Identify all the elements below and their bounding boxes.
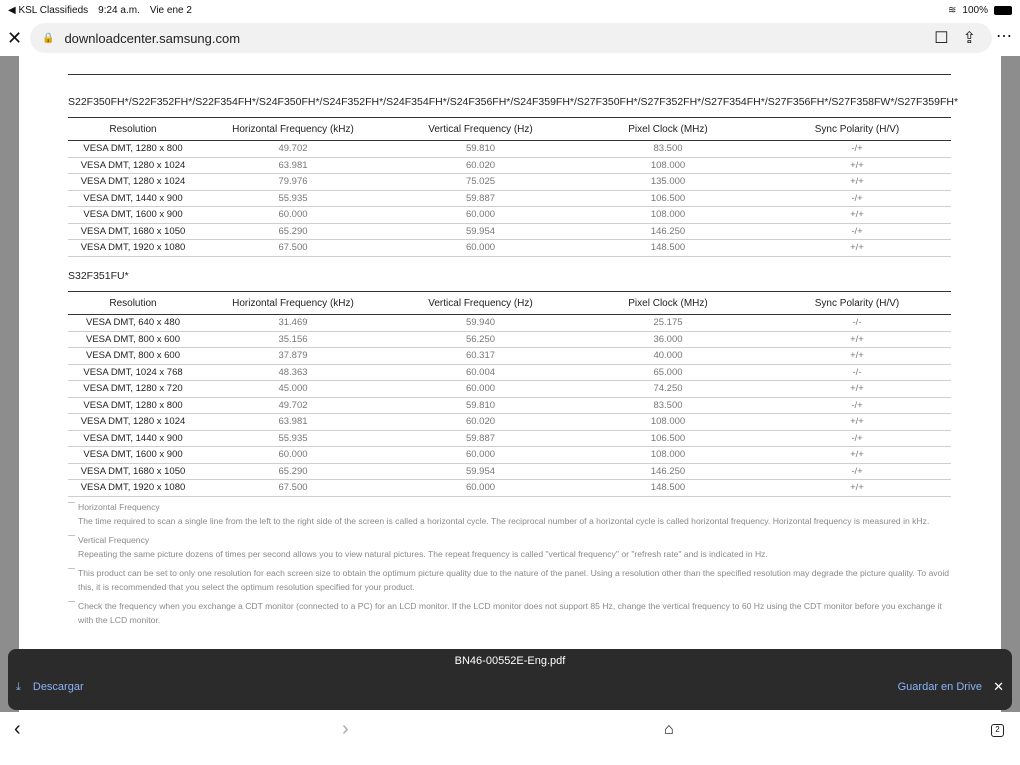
table-cell: +/+ [763, 381, 951, 398]
table-cell: 60.317 [388, 348, 573, 365]
table-cell: +/+ [763, 447, 951, 464]
column-header: Sync Polarity (H/V) [763, 292, 951, 315]
table-cell: 59.940 [388, 315, 573, 332]
table-cell: 35.156 [198, 331, 388, 348]
table-cell: 106.500 [573, 430, 763, 447]
table-cell: +/+ [763, 207, 951, 224]
table-cell: 74.250 [573, 381, 763, 398]
table-cell: -/+ [763, 190, 951, 207]
download-button[interactable] [16, 681, 84, 694]
table-cell: 56.250 [388, 331, 573, 348]
table-row [68, 157, 951, 174]
table-cell: 60.000 [388, 240, 573, 257]
table-cell: 59.810 [388, 141, 573, 158]
column-header: Vertical Frequency (Hz) [388, 292, 573, 315]
column-header: Pixel Clock (MHz) [573, 118, 763, 141]
table-row [68, 397, 951, 414]
table-row [68, 381, 951, 398]
table-row [68, 174, 951, 191]
table-cell: 146.250 [573, 223, 763, 240]
table-cell: 59.887 [388, 430, 573, 447]
close-icon[interactable]: ✕ [7, 28, 23, 48]
home-icon[interactable]: ⌂ [664, 721, 674, 738]
table-cell: +/+ [763, 174, 951, 191]
table-cell: 59.810 [388, 397, 573, 414]
table-cell: VESA DMT, 1440 x 900 [68, 430, 198, 447]
table-row [68, 141, 951, 158]
forward-icon[interactable]: › [342, 718, 349, 740]
back-to-app[interactable]: ◀ KSL Classifieds [8, 4, 89, 16]
table-cell: 48.363 [198, 364, 388, 381]
table-cell: 108.000 [573, 447, 763, 464]
timing-table [68, 291, 951, 497]
table-cell: VESA DMT, 1600 x 900 [68, 447, 198, 464]
notes [68, 500, 958, 632]
table-cell: 40.000 [573, 348, 763, 365]
table-cell: 55.935 [198, 190, 388, 207]
table-title: S22F350FH*/S22F352FH*/S22F354FH*/S24F350FH*/S24F352FH*/S24F354FH*/S24F356FH*/S24F359FH*/S27F350FH*/S27F352FH*/S27F354FH*/S27F356FH*/S27F358FW*/S27F359FH* [68, 96, 959, 108]
back-icon[interactable]: ‹ [14, 718, 21, 740]
table-cell: VESA DMT, 1600 x 900 [68, 207, 198, 224]
note-title: — Horizontal Frequency [78, 502, 160, 512]
address-bar [0, 20, 1020, 56]
table-row [68, 348, 951, 365]
table-cell: 146.250 [573, 463, 763, 480]
note [68, 599, 958, 627]
table-cell: 67.500 [198, 480, 388, 497]
table-cell: -/+ [763, 397, 951, 414]
table-cell: VESA DMT, 1280 x 1024 [68, 414, 198, 431]
table-cell: VESA DMT, 1920 x 1080 [68, 240, 198, 257]
table-row [68, 414, 951, 431]
close-icon[interactable]: ✕ [993, 679, 1004, 694]
battery-icon [994, 6, 1012, 15]
table-row [68, 447, 951, 464]
table-cell: VESA DMT, 1680 x 1050 [68, 463, 198, 480]
table-cell: 106.500 [573, 190, 763, 207]
table-cell: 148.500 [573, 480, 763, 497]
note-text: — This product can be set to only one resolution for each screen size to obtain the optimum picture quality due to the nature of the panel. Using a resolution other than the specified resolution may degrade the picture quality. To avoid this, it is recommended that you select the optimum resolution specified for your product. [78, 568, 950, 592]
table-cell: VESA DMT, 1680 x 1050 [68, 223, 198, 240]
table-cell: 148.500 [573, 240, 763, 257]
table-cell: +/+ [763, 414, 951, 431]
table-cell: -/+ [763, 141, 951, 158]
table-cell: VESA DMT, 1920 x 1080 [68, 480, 198, 497]
header-row [68, 292, 951, 315]
table-cell: 60.000 [198, 447, 388, 464]
table-row [68, 190, 951, 207]
note-text: Repeating the same picture dozens of times per second allows you to view natural pictures. The repeat frequency is called "vertical frequency" or "refresh rate" and is indicated in Hz. [78, 549, 768, 559]
table-cell: VESA DMT, 800 x 600 [68, 331, 198, 348]
table-cell: 31.469 [198, 315, 388, 332]
table-cell: 60.000 [388, 447, 573, 464]
table-cell: VESA DMT, 1280 x 720 [68, 381, 198, 398]
table-cell: 37.879 [198, 348, 388, 365]
table-cell: +/+ [763, 348, 951, 365]
table-cell: 63.981 [198, 157, 388, 174]
note-title: — Vertical Frequency [78, 535, 150, 545]
table-row [68, 364, 951, 381]
save-to-drive-button[interactable]: Guardar en Drive [897, 681, 982, 693]
header-row [68, 118, 951, 141]
table-cell: 108.000 [573, 207, 763, 224]
table-cell: 60.000 [388, 207, 573, 224]
table-cell: 60.020 [388, 157, 573, 174]
bookmark-icon[interactable]: ☐ [934, 30, 949, 47]
pdf-viewer[interactable] [0, 56, 1020, 712]
table-cell: 49.702 [198, 397, 388, 414]
column-header: Resolution [68, 118, 198, 141]
table-cell: 60.000 [388, 381, 573, 398]
table-cell: 59.954 [388, 223, 573, 240]
note [68, 533, 958, 561]
table-cell: VESA DMT, 1280 x 800 [68, 141, 198, 158]
bottom-toolbar [0, 712, 1020, 765]
share-icon[interactable]: ⇪ [962, 30, 976, 47]
column-header: Horizontal Frequency (kHz) [198, 118, 388, 141]
pdf-page [19, 56, 1001, 712]
download-icon: ⤓ [16, 681, 21, 693]
time: 9:24 a.m. [98, 4, 140, 16]
more-icon[interactable]: ⋯ [996, 28, 1012, 45]
table-cell: 108.000 [573, 414, 763, 431]
table-cell: VESA DMT, 1280 x 1024 [68, 174, 198, 191]
table-cell: VESA DMT, 800 x 600 [68, 348, 198, 365]
table-cell: 83.500 [573, 141, 763, 158]
status-bar [0, 0, 1020, 20]
download-label: Descargar [32, 681, 84, 693]
table-row [68, 463, 951, 480]
table-cell: 60.004 [388, 364, 573, 381]
table-cell: 135.000 [573, 174, 763, 191]
table-row [68, 207, 951, 224]
note [68, 500, 958, 528]
table-cell: +/+ [763, 157, 951, 174]
lock-icon: 🔒 [42, 32, 55, 44]
date: Vie ene 2 [149, 4, 192, 16]
column-header: Resolution [68, 292, 198, 315]
table-cell: 63.981 [198, 414, 388, 431]
table-cell: 59.887 [388, 190, 573, 207]
table-row [68, 430, 951, 447]
table-row [68, 315, 951, 332]
wifi-icon: ≋ [948, 4, 957, 16]
table-cell: 65.290 [198, 223, 388, 240]
table-row [68, 480, 951, 497]
column-header: Horizontal Frequency (kHz) [198, 292, 388, 315]
table-cell: 45.000 [198, 381, 388, 398]
note-text: — Check the frequency when you exchange a CDT monitor (connected to a PC) for an LCD monitor. If the LCD monitor does not support 85 Hz, change the vertical frequency to 60 Hz using the CDT monitor before you exchange it with the LCD monitor. [78, 601, 942, 625]
tabs-button[interactable]: 2 [991, 724, 1004, 737]
table-cell: 65.000 [573, 364, 763, 381]
table-cell: -/- [763, 364, 951, 381]
table-cell: +/+ [763, 331, 951, 348]
table-cell: 55.935 [198, 430, 388, 447]
url-field[interactable] [30, 23, 992, 53]
column-header: Vertical Frequency (Hz) [388, 118, 573, 141]
table-cell: VESA DMT, 640 x 480 [68, 315, 198, 332]
column-header: Pixel Clock (MHz) [573, 292, 763, 315]
file-name: BN46-00552E-Eng.pdf [454, 655, 566, 667]
divider [68, 74, 951, 75]
table-cell: VESA DMT, 1440 x 900 [68, 190, 198, 207]
table-cell: VESA DMT, 1024 x 768 [68, 364, 198, 381]
table-cell: 25.175 [573, 315, 763, 332]
table-cell: +/+ [763, 240, 951, 257]
table-row [68, 223, 951, 240]
table-row [68, 240, 951, 257]
table-cell: 59.954 [388, 463, 573, 480]
table-cell: 49.702 [198, 141, 388, 158]
table-cell: VESA DMT, 1280 x 1024 [68, 157, 198, 174]
table-cell: -/- [763, 315, 951, 332]
table-cell: -/+ [763, 223, 951, 240]
table-cell: 60.020 [388, 414, 573, 431]
column-header: Sync Polarity (H/V) [763, 118, 951, 141]
table-cell: 75.025 [388, 174, 573, 191]
table-cell: -/+ [763, 430, 951, 447]
note-text: The time required to scan a single line from the left to the right side of the screen is called a horizontal cycle. The reciprocal number of a horizontal cycle is called horizontal frequency. Horizontal frequency is measured in kHz. [78, 516, 930, 526]
table-cell: VESA DMT, 1280 x 800 [68, 397, 198, 414]
table-cell: -/+ [763, 463, 951, 480]
url-text: downloadcenter.samsung.com [64, 30, 241, 46]
table-row [68, 331, 951, 348]
table-title: S32F351FU* [68, 270, 129, 282]
table-cell: 67.500 [198, 240, 388, 257]
timing-table [68, 117, 951, 257]
table-cell: 108.000 [573, 157, 763, 174]
table-cell: 79.976 [198, 174, 388, 191]
table-cell: 83.500 [573, 397, 763, 414]
table-cell: 60.000 [388, 480, 573, 497]
table-cell: +/+ [763, 480, 951, 497]
table-cell: 60.000 [198, 207, 388, 224]
download-bar [8, 649, 1012, 710]
battery-percent: 100% [962, 4, 988, 16]
table-cell: 36.000 [573, 331, 763, 348]
note [68, 566, 958, 594]
table-cell: 65.290 [198, 463, 388, 480]
